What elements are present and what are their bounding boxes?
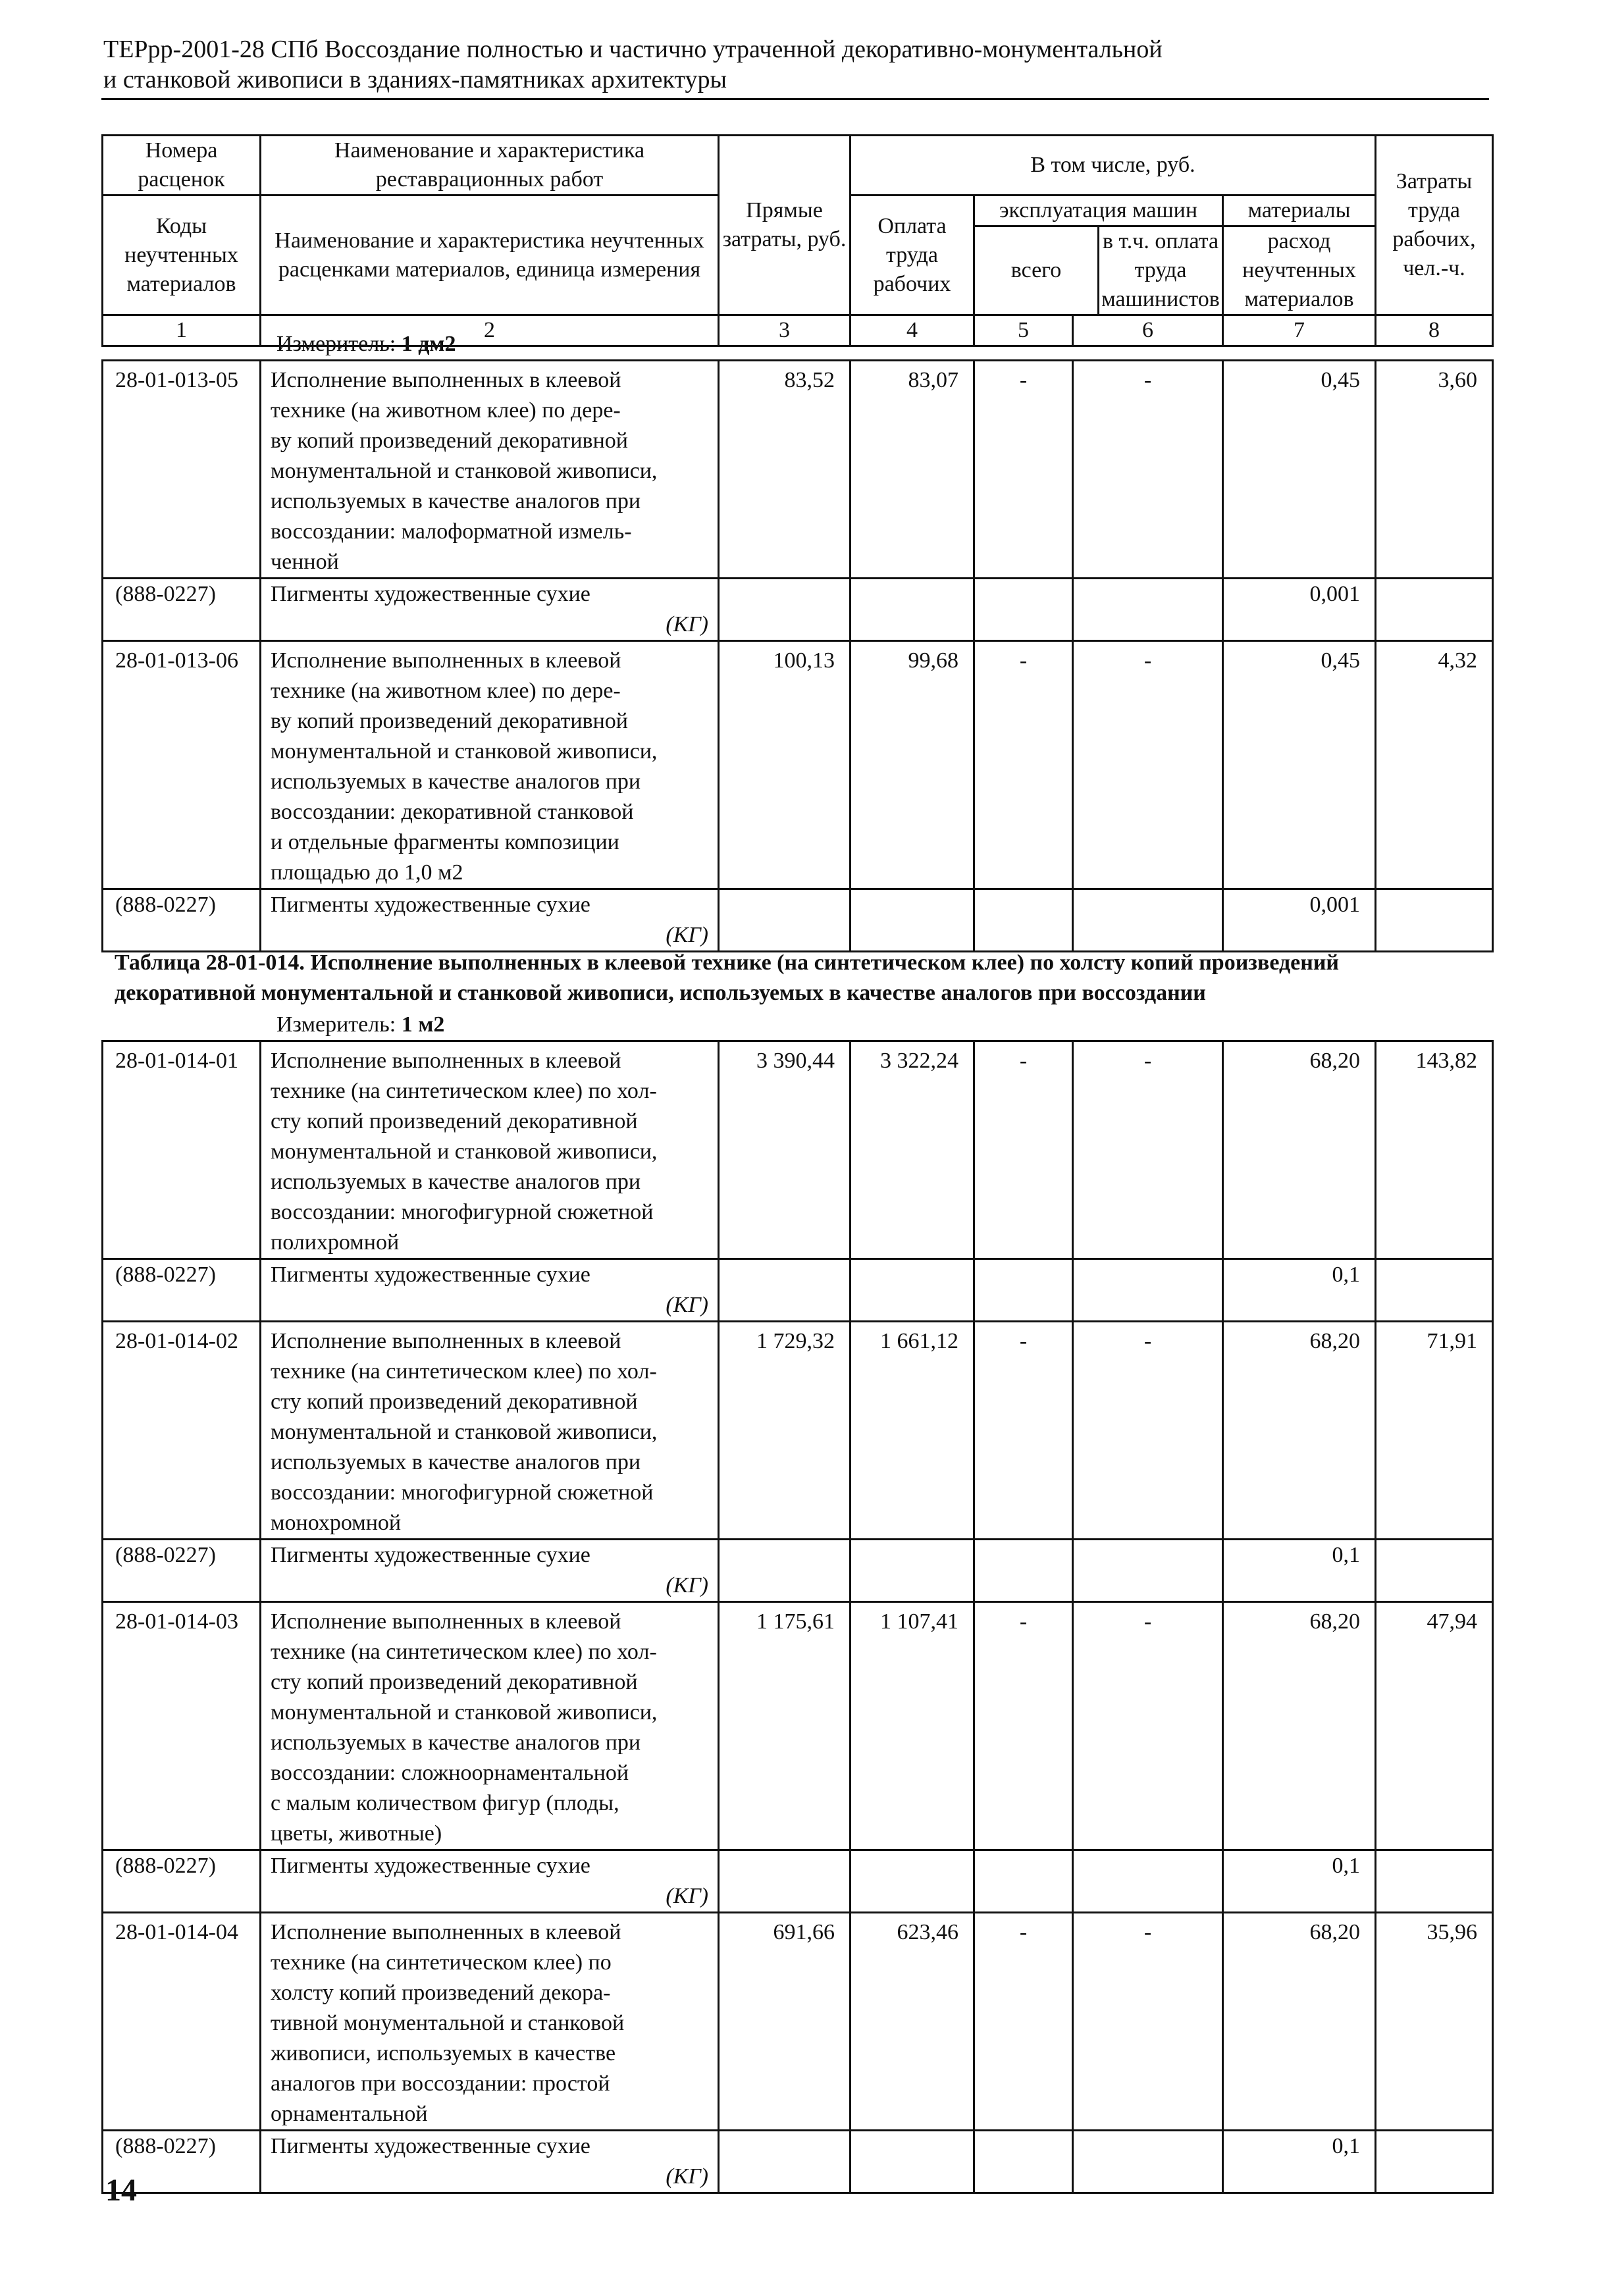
measure-1-unit: 1 дм2	[401, 332, 456, 356]
rate-name-line: воссоздании: многофигурной сюжетной	[271, 1480, 654, 1505]
materials-cost: 68,20	[1223, 1602, 1376, 1850]
rate-name-line: полихромной	[271, 1230, 400, 1255]
material-unit: (КГ)	[666, 612, 708, 637]
materials-cost: 68,20	[1223, 1913, 1376, 2131]
empty-cell	[974, 579, 1073, 641]
table-row	[103, 1041, 1493, 1259]
labor-hours: 143,82	[1376, 1041, 1493, 1259]
rate-name-line: монументальной и станковой живописи,	[271, 1700, 658, 1725]
rate-code: 28-01-014-04	[103, 1913, 261, 2131]
material-row	[103, 889, 1493, 952]
worker-pay: 83,07	[851, 361, 974, 579]
labor-hours: 35,96	[1376, 1913, 1493, 2131]
empty-cell	[719, 1850, 851, 1913]
material-quantity: 0,1	[1223, 1540, 1376, 1602]
material-row	[103, 1540, 1493, 1602]
material-name	[261, 579, 719, 641]
material-name	[261, 1259, 719, 1322]
rate-name-line: монументальной и станковой живописи,	[271, 1139, 658, 1164]
col-number-8: 8	[1376, 315, 1493, 346]
material-unit: (КГ)	[666, 923, 708, 947]
empty-cell	[1376, 1259, 1493, 1322]
worker-pay: 1 107,41	[851, 1602, 974, 1850]
col-number-2: 2	[261, 315, 719, 346]
rate-name-line: Исполнение выполненных в клеевой	[271, 648, 621, 673]
material-name-text: Пигменты художественные сухие	[271, 1543, 590, 1567]
empty-cell	[1376, 579, 1493, 641]
rate-name	[261, 1913, 719, 2131]
empty-cell	[974, 1850, 1073, 1913]
rate-name-line: ченной	[271, 550, 339, 574]
machinist-pay: -	[1073, 1322, 1223, 1540]
head-machinist-pay: в т.ч. оплата труда машинистов	[1101, 229, 1220, 311]
material-unit: (КГ)	[666, 2164, 708, 2189]
measure-2	[276, 1011, 444, 1039]
col-number-1: 1	[103, 315, 261, 346]
empty-cell	[1376, 1540, 1493, 1602]
empty-cell	[851, 1540, 974, 1602]
rate-name-line: воссоздании: сложноорнаментальной	[271, 1761, 629, 1785]
rate-name-line: площадью до 1,0 м2	[271, 860, 463, 885]
head-materials: материалы	[1224, 196, 1375, 226]
header-line-1: ТЕРрр-2001-28 СПб Воссоздание полностью и частично утраченной декоративно-монументальной	[103, 36, 1163, 63]
machinist-pay: -	[1073, 1602, 1223, 1850]
rate-name-line: монументальной и станковой живописи,	[271, 1420, 658, 1444]
direct-costs: 1 729,32	[719, 1322, 851, 1540]
rate-name-line: используемых в качестве аналогов при	[271, 1730, 641, 1755]
material-name	[261, 1850, 719, 1913]
material-code: (888-0227)	[103, 2131, 261, 2193]
empty-cell	[974, 1259, 1073, 1322]
table-row	[103, 1602, 1493, 1850]
rate-code: 28-01-013-05	[103, 361, 261, 579]
head-direct-costs: Прямые затраты, руб.	[719, 136, 851, 315]
material-quantity: 0,1	[1223, 1850, 1376, 1913]
rate-name	[261, 1041, 719, 1259]
measure-1-label: Измеритель:	[276, 332, 396, 356]
rate-name-line: технике (на синтетическом клее) по	[271, 1950, 612, 1975]
rate-name-line: используемых в качестве аналогов при	[271, 489, 641, 513]
rate-name-line: технике (на синтетическом клее) по хол-	[271, 1079, 657, 1103]
rate-name-line: воссоздании: декоративной станковой	[271, 800, 634, 824]
rate-name-line: Исполнение выполненных в клеевой	[271, 1920, 621, 1944]
rate-name-line: и отдельные фрагменты композиции	[271, 830, 619, 854]
table-header	[101, 134, 1494, 347]
rate-name-line: Исполнение выполненных в клеевой	[271, 1049, 621, 1073]
rate-name-line: технике (на животном клее) по дере-	[271, 679, 621, 703]
header-rule	[101, 98, 1489, 100]
rate-name-line: используемых в качестве аналогов при	[271, 1170, 641, 1194]
rate-name-line: Исполнение выполненных в клеевой	[271, 1609, 621, 1634]
rate-name-line: ву копий произведений декоративной	[271, 709, 628, 733]
rate-name-line: сту копий произведений декоративной	[271, 1109, 638, 1133]
rate-name-line: холсту копий произведений декора-	[271, 1981, 611, 2005]
worker-pay: 623,46	[851, 1913, 974, 2131]
direct-costs: 100,13	[719, 641, 851, 889]
material-name-text: Пигменты художественные сухие	[271, 1262, 590, 1287]
head-material-name: Наименование и характеристика неучтенных расценками материалов, единица измерения	[261, 195, 719, 315]
head-work-name: Наименование и характеристика реставрационных работ	[261, 136, 719, 195]
head-material-codes: Коды неучтенных материалов	[103, 195, 261, 315]
rate-code: 28-01-014-02	[103, 1322, 261, 1540]
head-machines-total: всего	[975, 226, 1099, 315]
table-2-caption-line-1: Таблица 28-01-014. Исполнение выполненных в клеевой технике (на синтетическом клее) по холсту копий произведений	[115, 950, 1340, 975]
labor-hours: 3,60	[1376, 361, 1493, 579]
labor-hours: 47,94	[1376, 1602, 1493, 1850]
direct-costs: 83,52	[719, 361, 851, 579]
empty-cell	[719, 1540, 851, 1602]
machines-total: -	[974, 1913, 1073, 2131]
measure-2-label: Измеритель:	[276, 1012, 396, 1037]
rate-name-line: Исполнение выполненных в клеевой	[271, 1329, 621, 1353]
rate-name-line: сту копий произведений декоративной	[271, 1670, 638, 1694]
table-row	[103, 641, 1493, 889]
rate-name-line: ву копий произведений декоративной	[271, 429, 628, 453]
col-number-5: 5	[974, 315, 1073, 346]
empty-cell	[851, 1259, 974, 1322]
material-code: (888-0227)	[103, 1540, 261, 1602]
rate-name-line: сту копий произведений декоративной	[271, 1390, 638, 1414]
head-unaccounted-materials: расход неучтенных материалов	[1242, 229, 1356, 311]
col-number-4: 4	[851, 315, 974, 346]
empty-cell	[1073, 889, 1223, 952]
empty-cell	[719, 1259, 851, 1322]
machines-total: -	[974, 1602, 1073, 1850]
rate-name-line: воссоздании: малоформатной измель-	[271, 519, 632, 544]
head-worker-pay: Оплата труда рабочих	[851, 195, 974, 315]
rate-name-line: орнаментальной	[271, 2102, 428, 2126]
measure-1	[276, 330, 456, 358]
rates-table-013	[101, 359, 1494, 952]
empty-cell	[1073, 1850, 1223, 1913]
table-2-caption	[115, 948, 1490, 1008]
material-name-text: Пигменты художественные сухие	[271, 582, 590, 606]
labor-hours: 71,91	[1376, 1322, 1493, 1540]
rate-code: 28-01-014-03	[103, 1602, 261, 1850]
col-number-6: 6	[1073, 315, 1223, 346]
empty-cell	[851, 1850, 974, 1913]
rate-name-line: Исполнение выполненных в клеевой	[271, 368, 621, 392]
materials-cost: 68,20	[1223, 1041, 1376, 1259]
rate-name-line: технике (на синтетическом клее) по хол-	[271, 1640, 657, 1664]
empty-cell	[851, 2131, 974, 2193]
direct-costs: 691,66	[719, 1913, 851, 2131]
empty-cell	[974, 1540, 1073, 1602]
material-name-text: Пигменты художественные сухие	[271, 893, 590, 917]
rate-name-line: технике (на синтетическом клее) по хол-	[271, 1359, 657, 1384]
header-line-2: и станковой живописи в зданиях-памятниках архитектуры	[103, 66, 727, 93]
materials-cost: 0,45	[1223, 361, 1376, 579]
worker-pay: 1 661,12	[851, 1322, 974, 1540]
material-row	[103, 2131, 1493, 2193]
rate-name-line: живописи, используемых в качестве	[271, 2041, 616, 2066]
empty-cell	[1376, 889, 1493, 952]
head-including: В том числе, руб.	[851, 136, 1376, 195]
empty-cell	[719, 2131, 851, 2193]
machines-total: -	[974, 641, 1073, 889]
empty-cell	[1376, 1850, 1493, 1913]
machines-total: -	[974, 1041, 1073, 1259]
rate-name-line: цветы, животные)	[271, 1821, 442, 1846]
col-number-3: 3	[719, 315, 851, 346]
table-row	[103, 1322, 1493, 1540]
rate-name-line: монументальной и станковой живописи,	[271, 459, 658, 483]
rate-name-line: тивной монументальной и станковой	[271, 2011, 625, 2035]
rate-name	[261, 641, 719, 889]
empty-cell	[1073, 2131, 1223, 2193]
rate-name-line: воссоздании: многофигурной сюжетной	[271, 1200, 654, 1224]
empty-cell	[1073, 579, 1223, 641]
rate-name	[261, 1602, 719, 1850]
direct-costs: 3 390,44	[719, 1041, 851, 1259]
empty-cell	[719, 579, 851, 641]
material-name	[261, 889, 719, 952]
empty-cell	[1073, 1540, 1223, 1602]
material-code: (888-0227)	[103, 889, 261, 952]
table-row	[103, 361, 1493, 579]
material-unit: (КГ)	[666, 1293, 708, 1317]
rate-name-line: аналогов при воссоздании: простой	[271, 2071, 610, 2096]
material-row	[103, 1850, 1493, 1913]
worker-pay: 3 322,24	[851, 1041, 974, 1259]
material-code: (888-0227)	[103, 1850, 261, 1913]
empty-cell	[851, 889, 974, 952]
machinist-pay: -	[1073, 641, 1223, 889]
document-header	[103, 34, 1492, 95]
material-quantity: 0,001	[1223, 579, 1376, 641]
worker-pay: 99,68	[851, 641, 974, 889]
rate-name	[261, 1322, 719, 1540]
material-name-text: Пигменты художественные сухие	[271, 2134, 590, 2158]
head-labor-hours: Затраты труда рабочих, чел.-ч.	[1376, 136, 1493, 315]
machinist-pay: -	[1073, 1041, 1223, 1259]
col-number-7: 7	[1223, 315, 1376, 346]
rate-name-line: технике (на животном клее) по дере-	[271, 398, 621, 423]
rates-table-014	[101, 1040, 1494, 2194]
material-code: (888-0227)	[103, 579, 261, 641]
empty-cell	[1376, 2131, 1493, 2193]
rate-name-line: монументальной и станковой живописи,	[271, 739, 658, 764]
rate-name-line: с малым количеством фигур (плоды,	[271, 1791, 619, 1815]
machinist-pay: -	[1073, 361, 1223, 579]
rate-name	[261, 361, 719, 579]
empty-cell	[974, 2131, 1073, 2193]
material-name-text: Пигменты художественные сухие	[271, 1854, 590, 1878]
head-machines: эксплуатация машин	[975, 196, 1222, 226]
machines-total: -	[974, 1322, 1073, 1540]
rate-name-line: монохромной	[271, 1511, 402, 1535]
table-2-caption-line-2: декоративной монументальной и станковой живописи, используемых в качестве аналогов при воссоздании	[115, 981, 1206, 1005]
labor-hours: 4,32	[1376, 641, 1493, 889]
materials-cost: 0,45	[1223, 641, 1376, 889]
material-name	[261, 1540, 719, 1602]
empty-cell	[974, 889, 1073, 952]
machinist-pay: -	[1073, 1913, 1223, 2131]
empty-cell	[719, 889, 851, 952]
direct-costs: 1 175,61	[719, 1602, 851, 1850]
machines-total: -	[974, 361, 1073, 579]
rate-name-line: используемых в качестве аналогов при	[271, 1450, 641, 1474]
material-code: (888-0227)	[103, 1259, 261, 1322]
material-unit: (КГ)	[666, 1573, 708, 1598]
empty-cell	[1073, 1259, 1223, 1322]
measure-2-unit: 1 м2	[401, 1012, 445, 1037]
material-quantity: 0,1	[1223, 1259, 1376, 1322]
material-row	[103, 579, 1493, 641]
page-number: 14	[105, 2173, 137, 2208]
material-row	[103, 1259, 1493, 1322]
head-machines-group	[975, 196, 1222, 314]
material-quantity: 0,1	[1223, 2131, 1376, 2193]
table-row	[103, 1913, 1493, 2131]
material-quantity: 0,001	[1223, 889, 1376, 952]
empty-cell	[851, 579, 974, 641]
materials-cost: 68,20	[1223, 1322, 1376, 1540]
rate-code: 28-01-014-01	[103, 1041, 261, 1259]
head-materials-group	[1224, 196, 1375, 314]
head-rate-numbers: Номера расценок	[103, 136, 261, 195]
rate-code: 28-01-013-06	[103, 641, 261, 889]
material-name	[261, 2131, 719, 2193]
material-unit: (КГ)	[666, 1884, 708, 1908]
rate-name-line: используемых в качестве аналогов при	[271, 769, 641, 794]
